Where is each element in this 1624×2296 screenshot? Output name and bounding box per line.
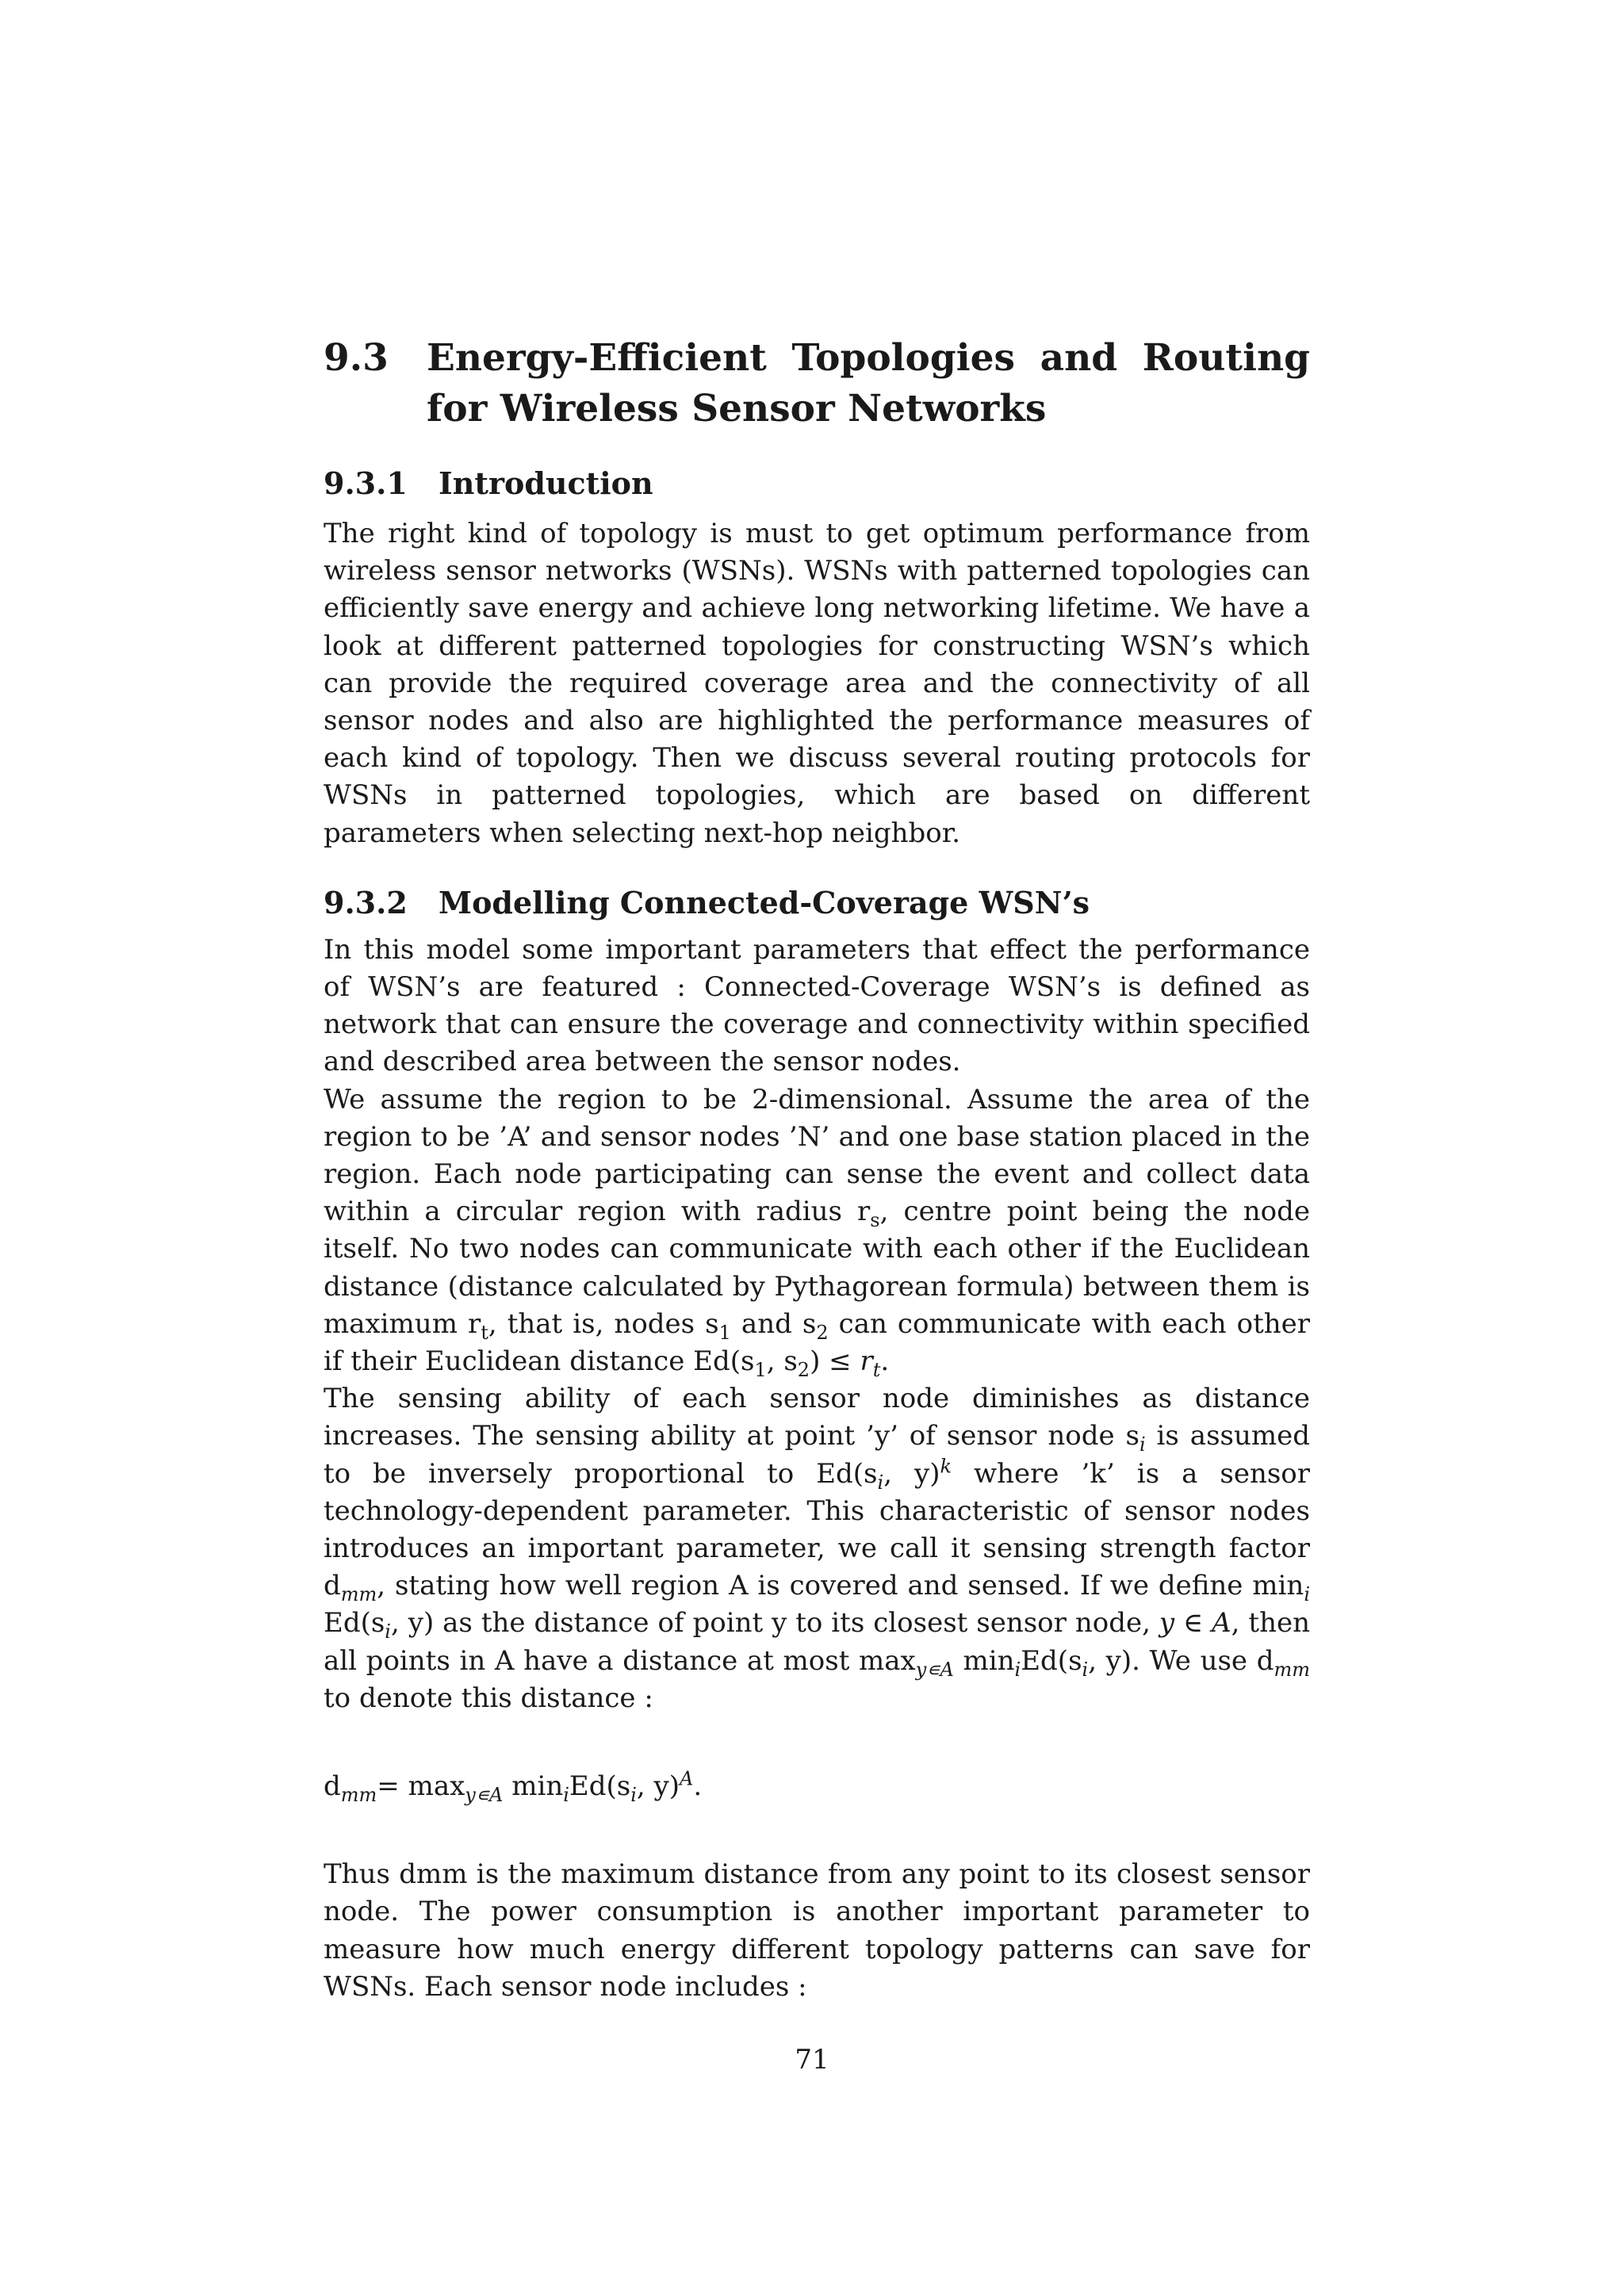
text-run: , s xyxy=(766,1345,798,1378)
math-variable: k xyxy=(940,1455,952,1478)
text-run: Ed(s xyxy=(324,1607,385,1640)
subscript xyxy=(341,1583,377,1605)
subscript xyxy=(1304,1583,1310,1605)
subscript xyxy=(916,1658,954,1680)
subscript xyxy=(385,1621,391,1643)
math-variable: i xyxy=(1082,1658,1089,1681)
subsection-heading-introduction xyxy=(324,465,1310,503)
math-variable: mm xyxy=(340,1583,377,1606)
subsection-title: Modelling Connected-Coverage WSN’s xyxy=(439,884,1090,920)
text-run: , y) xyxy=(883,1457,940,1490)
math-variable: y∊A xyxy=(465,1783,504,1806)
text-run: where ’k’ is a sensor technology-dependent parameter. This characteristic of sensor nodes introduces an important parameter, we call it sensing strength factor d xyxy=(324,1457,1311,1602)
text-run: , y) as the distance of point y to its closest sensor node, xyxy=(390,1607,1159,1640)
section-number: 9.3 xyxy=(324,336,389,380)
math-variable: y∊A xyxy=(915,1658,954,1681)
model-paragraph-1: In this model some important parameters that effect the performance of WSN’s are featured : Connected-Coverage WSN’s is defined as network that can ensure the coverage and connectivity within specified and described area between the sensor nodes. xyxy=(324,933,1310,1078)
superscript xyxy=(940,1455,952,1477)
math-variable: t xyxy=(872,1358,881,1381)
subscript xyxy=(563,1784,569,1806)
model-paragraph-4: Thus dmm is the maximum distance from any point to its closest sensor node. The power consumption is another important parameter to measure how much energy different topology patterns can save for WSNs. Each sensor node includes : xyxy=(324,1858,1310,2003)
text-run: Ed(s xyxy=(1021,1644,1082,1677)
subscript xyxy=(465,1784,503,1806)
subscript xyxy=(1139,1433,1146,1456)
math-variable: i xyxy=(1014,1658,1021,1681)
math-variable: i xyxy=(1139,1433,1146,1456)
subscript: t xyxy=(481,1321,488,1344)
math-variable: r xyxy=(860,1345,873,1378)
text-run: to denote this distance : xyxy=(324,1682,653,1714)
subscript xyxy=(1274,1658,1310,1680)
subscript: s xyxy=(870,1209,880,1232)
text-run: The sensing ability of each sensor node diminishes as distance increases. The sensing ability at point ’y’ of sensor node s xyxy=(324,1383,1310,1452)
subscript xyxy=(630,1784,637,1806)
subsection-heading-modelling xyxy=(324,884,1310,922)
math-variable: mm xyxy=(1274,1658,1310,1681)
math-variable: i xyxy=(630,1783,637,1806)
subsection-number: 9.3.2 xyxy=(324,884,408,920)
model-paragraph-2 xyxy=(324,1081,1310,1381)
math-variable: i xyxy=(385,1621,391,1644)
math-variable: A xyxy=(679,1767,694,1790)
section-title: Energy-Efficient Topologies and Routing for Wireless Sensor Networks xyxy=(427,336,1310,430)
text-run: = max xyxy=(377,1770,465,1803)
text-run: , stating how well region A is covered and sensed. If we define min xyxy=(377,1570,1304,1602)
text-run: We assume the region to be 2-dimensional. Assume the area of the region to be ’A’ and sensor nodes ’N’ and one base station placed in the region. Each node participating can sense the event and collect data within a circular region with radius r xyxy=(324,1083,1310,1228)
dmm-formula xyxy=(324,1768,1310,1805)
text-run: min xyxy=(503,1770,564,1803)
text-run: , y) xyxy=(636,1770,680,1803)
math-expression: y ∈ A xyxy=(1159,1607,1231,1640)
math-variable: i xyxy=(1304,1583,1310,1606)
text-run: , y). We use d xyxy=(1088,1644,1274,1677)
page-content xyxy=(324,333,1310,2006)
subscript: 1 xyxy=(754,1358,767,1381)
math-variable: i xyxy=(877,1471,884,1494)
model-paragraph-3 xyxy=(324,1380,1310,1717)
subscript xyxy=(341,1784,377,1806)
text-run: . xyxy=(693,1770,703,1803)
subsection-number: 9.3.1 xyxy=(324,465,408,501)
text-run: , centre point being the node itself. No two nodes can communicate with each other if the Euclidean distance (distance calculated by Pythagorean formula) between them is maximum r xyxy=(324,1196,1310,1340)
text-run: . xyxy=(880,1345,890,1378)
text-run: ) ≤ xyxy=(810,1345,860,1378)
text-run: min xyxy=(953,1644,1015,1677)
subscript: 1 xyxy=(718,1321,731,1344)
subscript: 2 xyxy=(797,1358,810,1381)
subscript: 2 xyxy=(816,1321,829,1344)
text-run: and s xyxy=(730,1307,817,1340)
subsection-title: Introduction xyxy=(439,465,653,501)
text-run: can communicate with each other if their Euclidean distance Ed(s xyxy=(324,1307,1311,1378)
text-run: , then all points in A have a distance at most max xyxy=(324,1607,1311,1677)
superscript xyxy=(680,1768,693,1790)
section-heading xyxy=(324,333,1310,434)
math-variable: mm xyxy=(340,1783,377,1806)
subscript xyxy=(873,1359,881,1381)
math-variable: i xyxy=(563,1783,569,1806)
text-run: d xyxy=(324,1770,341,1803)
text-run: Ed(s xyxy=(569,1770,631,1803)
text-run: is assumed to be inversely proportional to Ed(s xyxy=(324,1420,1310,1490)
page-number: 71 xyxy=(795,2044,829,2076)
text-run: , that is, nodes s xyxy=(488,1307,719,1340)
introduction-paragraph: The right kind of topology is must to get optimum performance from wireless sensor networks (WSNs). WSNs with patterned topologies can efficiently save energy and achieve long networking lifetime. We have a look at different patterned topologies for constructing WSN’s which can provide the required coverage area and the connectivity of all sensor nodes and also are highlighted the performance measures of each kind of topology. Then we discuss several routing protocols for WSNs in patterned topologies, which are based on different parameters when selecting next-hop neighbor. xyxy=(324,518,1310,849)
